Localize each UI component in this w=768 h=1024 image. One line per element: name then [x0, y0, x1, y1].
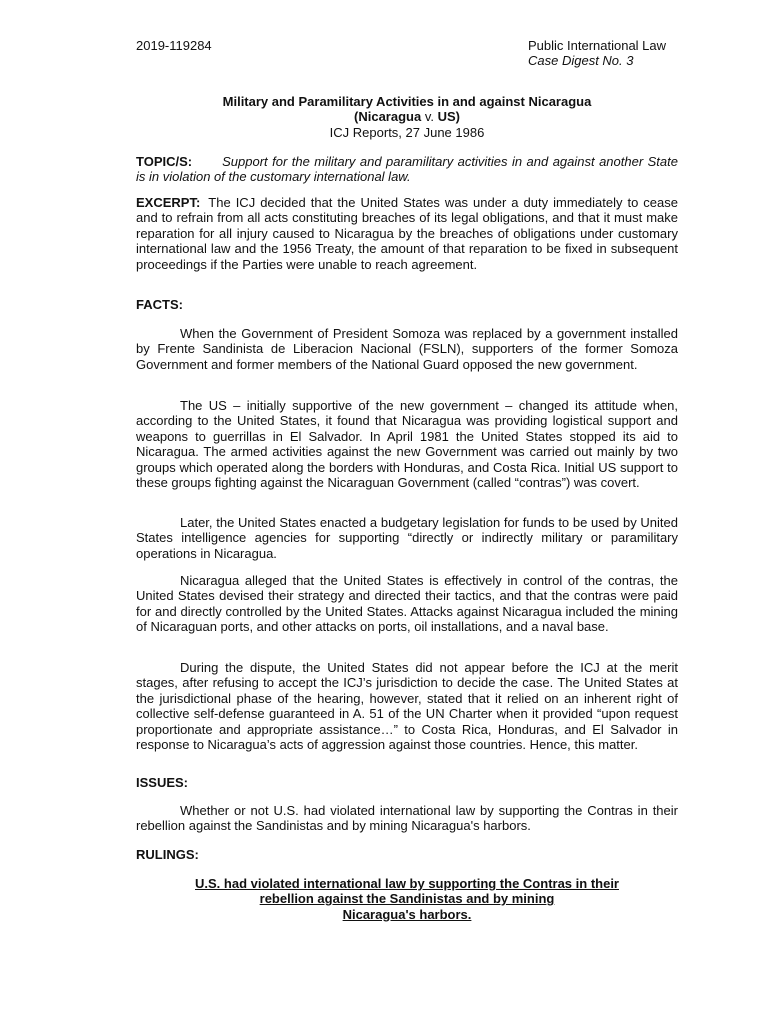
ruling-statement	[136, 876, 678, 922]
facts-paragraph: During the dispute, the United States did not appear before the ICJ at the merit stages, after refusing to accept the ICJ’s jurisdiction to decide the case. The United States at the jurisdictional phase of the hearing, however, stated that it relied on an inherent right of collective self-defense guaranteed in A. 51 of the UN Charter when it provided “upon request proportionate and appropriate assistance…” to Costa Rica, Honduras, and El Salvador in response to Nicaragua’s acts of aggression against those countries. Hence, this matter.	[136, 660, 678, 753]
case-parties	[136, 109, 678, 124]
ruling-line: U.S. had violated international law by supporting the Contras in their	[195, 876, 619, 891]
versus: v.	[421, 109, 438, 125]
rulings-heading: RULINGS:	[136, 847, 199, 862]
issues-heading: ISSUES:	[136, 775, 189, 790]
ruling-line: rebellion against the Sandinistas and by mining	[259, 891, 555, 907]
facts-paragraph: Later, the United States enacted a budgetary legislation for funds to be used by United States intelligence agencies for supporting “directly or indirectly military or paramilitary operations in Nicaragua.	[136, 515, 678, 561]
issues-text: Whether or not U.S. had violated international law by supporting the Contras in their rebellion against the Sandinistas and by mining Nicaragua's harbors.	[136, 803, 678, 834]
party-respondent: US)	[437, 109, 460, 125]
topic-section	[136, 154, 678, 185]
topic-label: TOPIC/S:	[136, 154, 193, 169]
report-citation: ICJ Reports, 27 June 1986	[329, 124, 485, 140]
excerpt-text: The ICJ decided that the United States was under a duty immediately to cease and to refrain from all acts constituting breaches of its legal obligations, and that it must make reparation for all injury caused to Nicaragua by the breaches of obligations under customary international law and the 1956 Treaty, the amount of that reparation to be fixed in subsequent proceedings if the Parties were unable to reach agreement.	[136, 195, 678, 272]
digest-number: Case Digest No. 3	[528, 53, 634, 69]
case-name: Military and Paramilitary Activities in and against Nicaragua	[222, 94, 592, 109]
facts-heading: FACTS:	[136, 297, 183, 312]
topic-text: Support for the military and paramilitary activities in and against another State is in violation of the customary international law.	[136, 154, 678, 185]
document-number: 2019-119284	[136, 38, 212, 53]
course-title: Public International Law	[528, 38, 667, 53]
case-title-block	[136, 94, 678, 140]
excerpt-section	[136, 195, 678, 272]
excerpt-label: EXCERPT:	[136, 195, 201, 210]
header-right	[528, 38, 666, 69]
facts-paragraph: Nicaragua alleged that the United States is effectively in control of the contras, the United States devised their strategy and directed their tactics, and that the contras were paid for and directly controlled by the United States. Attacks against Nicaragua included the mining of Nicaraguan ports, and other attacks on ports, oil installations, and a naval base.	[136, 573, 678, 635]
party-applicant: (Nicaragua	[354, 109, 422, 125]
facts-paragraph: The US – initially supportive of the new government – changed its attitude when, according to the United States, it found that Nicaragua was providing logistical support and weapons to guerrillas in El Salvador. In April 1981 the United States stopped its aid to Nicaragua. The armed activities against the new Government was carried out mainly by two groups which operated along the borders with Honduras, and Costa Rica. Initial US support to these groups fighting against the Nicaraguan Government (called “contras”) was covert.	[136, 398, 678, 491]
facts-paragraph: When the Government of President Somoza was replaced by a government installed by Frente Sandinista de Liberacion Nacional (FSLN), supporters of the former Somoza Government and former members of the National Guard opposed the new government.	[136, 326, 678, 372]
ruling-line: Nicaragua's harbors.	[342, 906, 472, 922]
